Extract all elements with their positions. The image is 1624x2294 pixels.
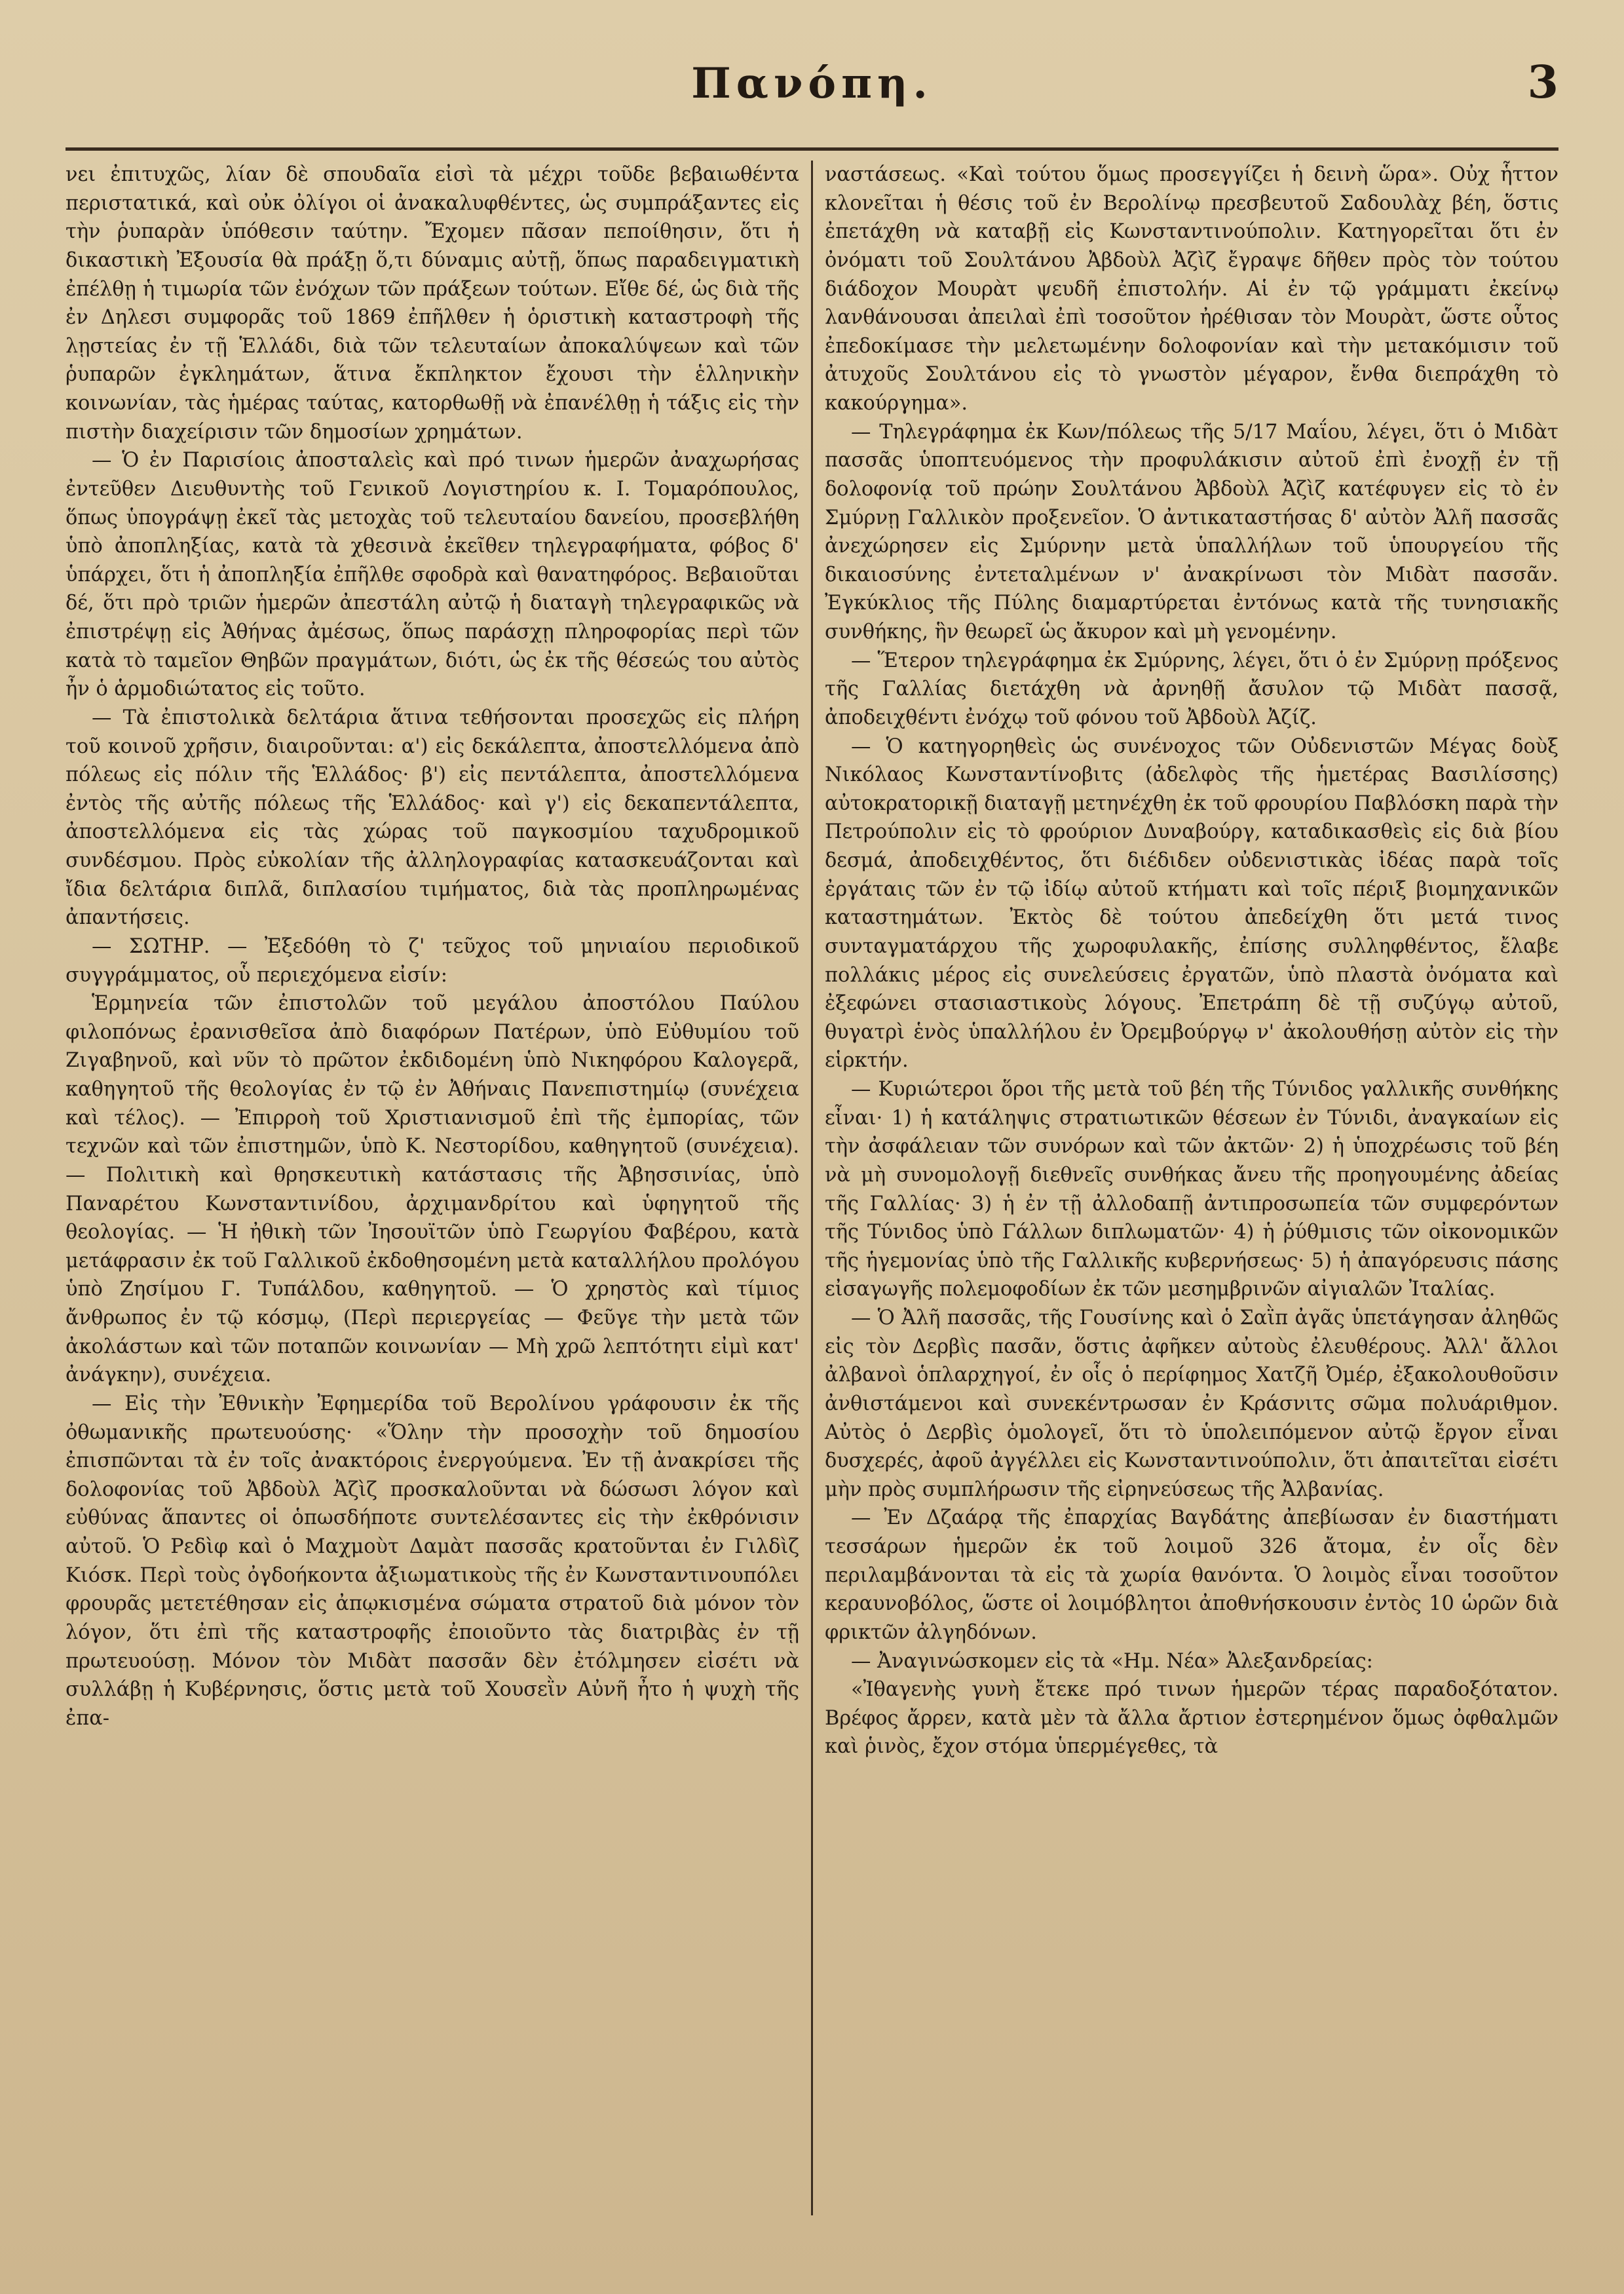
article-paragraph: «Ἰθαγενὴς γυνὴ ἔτεκε πρό τινων ἡμερῶν τέρας παραδοξότατον. Βρέφος ἄρρεν, κατὰ μὲν τὰ ἄλλα ἄρτιον ἐστερημένον ὅμως ὀφθαλμῶν καὶ ῥινὸς, ἔχον στόμα ὑπερμέγεθες, τὰ xyxy=(825,1678,1558,1759)
article-paragraph: Ἑρμηνεία τῶν ἐπιστολῶν τοῦ μεγάλου ἀποστόλου Παύλου φιλοπόνως ἐρανισθεῖσα ἀπὸ διαφόρων Πατέρων, ὑπὸ Εὐθυμίου τοῦ Ζιγαβηνοῦ, καὶ νῦν τὸ πρῶτον ἐκδιδομένη ὑπὸ Νικηφόρου Καλογερᾶ, καθηγητοῦ τῆς θεολογίας ἐν τῷ ἐν Ἀθήναις Πανεπιστημίῳ (συνέχεια καὶ τέλος). — Ἐπιρροὴ τοῦ Χριστιανισμοῦ ἐπὶ τῆς ἐμπορίας, τῶν τεχνῶν καὶ τῶν ἐπιστημῶν, ὑπὸ Κ. Νεστορίδου, καθηγητοῦ (συνέχεια). — Πολιτικὴ καὶ θρησκευτικὴ κατάστασις τῆς Ἀβησσινίας, ὑπὸ Παναρέτου Κωνσταντινίδου, ἀρχιμανδρίτου καὶ ὑφηγητοῦ τῆς θεολογίας. — Ἡ ἠθικὴ τῶν Ἰησουϊτῶν ὑπὸ Γεωργίου Φαβέρου, κατὰ μετάφρασιν ἐκ τοῦ Γαλλικοῦ ἐκδοθησομένη μετὰ καταλλήλου προλόγου ὑπὸ Ζησίμου Γ. Τυπάλδου, καθηγητοῦ. — Ὁ χρηστὸς καὶ τίμιος ἄνθρωπος ἐν τῷ κόσμῳ, (Περὶ περιεργείας — Φεῦγε τὴν μετὰ τῶν ἀκολάστων καὶ τῶν ποταπῶν κοινωνίαν — Μὴ χρῶ λεπτότητι εἰμὶ κατ' ἀνάγκην), συνέχεια. xyxy=(66,992,799,1387)
article-paragraph: — Ἕτερον τηλεγράφημα ἐκ Σμύρνης, λέγει, ὅτι ὁ ἐν Σμύρνῃ πρόξενος τῆς Γαλλίας διετάχθη νὰ ἀρνηθῇ ἄσυλον τῷ Μιδὰτ πασσᾷ, ἀποδειχθέντι ἐνόχῳ τοῦ φόνου τοῦ Ἀβδοὺλ Ἀζίζ. xyxy=(825,649,1558,729)
article-paragraph: — Τὰ ἐπιστολικὰ δελτάρια ἅτινα τεθήσονται προσεχῶς εἰς πλήρη τοῦ κοινοῦ χρῆσιν, διαιροῦνται: α') εἰς δεκάλεπτα, ἀποστελλόμενα ἀπὸ πόλεως εἰς πόλιν τῆς Ἑλλάδος· β') εἰς πεντάλεπτα, ἀποστελλόμενα ἐντὸς τῆς αὐτῆς πόλεως τῆς Ἑλλάδος· καὶ γ') εἰς δεκαπεντάλεπτα, ἀποστελλόμενα εἰς τὰς χώρας τοῦ παγκοσμίου ταχυδρομικοῦ συνδέσμου. Πρὸς εὐκολίαν τῆς ἀλληλογραφίας κατασκευάζονται καὶ ἴδια δελτάρια διπλᾶ, διπλασίου τιμήματος, διὰ τὰς προπληρωμένας ἀπαντήσεις. xyxy=(66,706,799,930)
newspaper-title: Πανόπη. xyxy=(691,59,933,108)
article-paragraph: νει ἐπιτυχῶς, λίαν δὲ σπουδαῖα εἰσὶ τὰ μέχρι τοῦδε βεβαιωθέντα περιστατικά, καὶ οὐκ ὀλίγοι οἱ ἀνακαλυφθέντες, ὡς συμπράξαντες εἰς τὴν ῥυπαρὰν ὑπόθεσιν ταύτην. Ἔχομεν πᾶσαν πεποίθησιν, ὅτι ἡ δικαστικὴ Ἐξουσία θὰ πράξῃ ὅ,τι δύναμις αὐτῇ, ὅπως παραδειγματικὴ ἐπέλθῃ ἡ τιμωρία τῶν ἐνόχων τῶν πράξεων τούτων. Εἴθε δέ, ὡς διὰ τῆς ἐν Δηλεσι συμφορᾶς τοῦ 1869 ἐπῆλθεν ἡ ὁριστικὴ καταστροφὴ τῆς λῃστείας ἐν τῇ Ἑλλάδι, διὰ τῶν τελευταίων ἀποκαλύψεων καὶ τῶν ῥυπαρῶν ἐγκλημάτων, ἅτινα ἔκπληκτον ἔχουσι τὴν ἑλληνικὴν κοινωνίαν, τὰς ἡμέρας ταύτας, κατορθωθῇ νὰ ἐπανέλθῃ ἡ τάξις εἰς τὴν πιστὴν διαχείρισιν τῶν δημοσίων χρημάτων. xyxy=(66,163,799,444)
article-paragraph: — Ὁ ἐν Παρισίοις ἀποσταλεὶς καὶ πρό τινων ἡμερῶν ἀναχωρήσας ἐντεῦθεν Διευθυντὴς τοῦ Γενικοῦ Λογιστηρίου κ. Ι. Τομαρόπουλος, ὅπως ὑπογράψῃ ἐκεῖ τὰς μετοχὰς τοῦ τελευταίου δανείου, προσεβλήθη ὑπὸ ἀποπληξίας, κατὰ τὰ χθεσινὰ ἐκεῖθεν τηλεγραφήματα, φόβος δ' ὑπάρχει, ὅτι ἡ ἀποπληξία ἐπῆλθε σφοδρὰ καὶ θανατηφόρος. Βεβαιοῦται δέ, ὅτι πρὸ τριῶν ἡμερῶν ἀπεστάλη αὐτῷ ἡ διαταγὴ τηλεγραφικῶς νὰ ἐπιστρέψῃ εἰς Ἀθήνας ἀμέσως, ὅπως παράσχῃ πληροφορίας περὶ τῶν κατὰ τὸ ταμεῖον Θηβῶν πραγμάτων, διότι, ὡς ἐκ τῆς θέσεώς του αὐτὸς ἦν ὁ ἁρμοδιώτατος εἰς τοῦτο. xyxy=(66,449,799,701)
article-columns xyxy=(66,161,1558,2215)
header-rule xyxy=(66,147,1558,151)
left-column xyxy=(66,161,813,2215)
article-paragraph: — Ὁ Ἀλῆ πασσᾶς, τῆς Γουσίνης καὶ ὁ Σαῒπ ἀγᾶς ὑπετάγησαν ἀληθῶς εἰς τὸν Δερβὶς πασᾶν, ὅστις ἀφῆκεν αὐτοὺς ἐλευθέρους. Ἀλλ' ἄλλοι ἀλβανοὶ ὁπλαρχηγοί, ἐν οἷς ὁ περίφημος Χατζῆ Ὀμέρ, ἐξακολουθοῦσιν ἀνθιστάμενοι καὶ συνεκέντρωσαν ἐν Κράσνιτς σῶμα πολυάριθμον. Αὐτὸς ὁ Δερβὶς ὁμολογεῖ, ὅτι τὸ ὑπολειπόμενον αὐτῷ ἔργον εἶναι δυσχερές, ἀφοῦ ἀγγέλλει εἰς Κωνσταντινούπολιν, ὅτι ἀπαιτεῖται εἰσέτι μὴν πρὸς συμπλήρωσιν τῆς εἰρηνεύσεως τῆς Ἀλβανίας. xyxy=(825,1307,1558,1501)
article-paragraph: — Εἰς τὴν Ἐθνικὴν Ἐφημερίδα τοῦ Βερολίνου γράφουσιν ἐκ τῆς ὀθωμανικῆς πρωτευούσης· «Ὅλην τὴν προσοχὴν τοῦ δημοσίου ἐπισπῶνται τὰ ἐν τοῖς ἀνακτόροις ἐνεργούμενα. Ἐν τῇ ἀνακρίσει τῆς δολοφονίας τοῦ Ἀβδοὺλ Ἀζὶζ προσκαλοῦνται νὰ δώσωσι λόγον καὶ εὐθύνας ἅπαντες οἱ ὁπωσδήποτε συντελέσαντες εἰς τὴν ἐκθρόνισιν αὐτοῦ. Ὁ Ρεδὶφ καὶ ὁ Μαχμοὺτ Δαμὰτ πασσᾶς κρατοῦνται ἐν Γιλδὶζ Κιόσκ. Περὶ τοὺς ὀγδοήκοντα ἀξιωματικοὺς τῆς ἐν Κωνσταντινουπόλει φρουρᾶς μετετέθησαν εἰς ἀπῳκισμένα σώματα στρατοῦ διὰ μόνον τὸν λόγον, ὅτι ἐπὶ τῆς καταστροφῆς ἐποιοῦντο τὰς διατριβὰς ἐν τῇ πρωτευούσῃ. Μόνον τὸν Μιδὰτ πασσᾶν δὲν ἐτόλμησεν εἰσέτι νὰ συλλάβῃ ἡ Κυβέρνησις, ὅστις μετὰ τοῦ Χουσεῒν Αὐνῆ ἦτο ἡ ψυχὴ τῆς ἐπα- xyxy=(66,1392,799,1730)
article-paragraph: — Ἀναγινώσκομεν εἰς τὰ «Ημ. Νέα» Ἀλεξανδρείας: xyxy=(851,1649,1373,1673)
masthead xyxy=(66,52,1558,131)
right-column xyxy=(813,161,1558,2215)
article-paragraph: — Ἐν Δζαάρᾳ τῆς ἐπαρχίας Βαγδάτης ἀπεβίωσαν ἐν διαστήματι τεσσάρων ἡμερῶν ἐκ τοῦ λοιμοῦ 326 ἄτομα, ἐν οἷς δὲν περιλαμβάνονται τὰ εἰς τὰ χωρία θανόντα. Ὁ λοιμὸς εἶναι τοσοῦτον κεραυνοβόλος, ὥστε οἱ λοιμόβλητοι ἀποθνήσκουσιν ἐντὸς 10 ὡρῶν διὰ φρικτῶν ἀλγηδόνων. xyxy=(825,1506,1558,1644)
article-paragraph: — Τηλεγράφημα ἐκ Κων/πόλεως τῆς 5/17 Μαΐου, λέγει, ὅτι ὁ Μιδὰτ πασσᾶς ὑποπτευόμενος τὴν προφυλάκισιν αὐτοῦ ἐπὶ ἐνοχῇ ἐν τῇ δολοφονίᾳ τοῦ πρώην Σουλτάνου Ἀβδοὺλ Ἀζὶζ κατέφυγεν εἰς τὸ ἐν Σμύρνῃ Γαλλικὸν προξενεῖον. Ὁ ἀντικαταστήσας δ' αὐτὸν Ἀλῆ πασσᾶς ἀνεχώρησεν εἰς Σμύρνην μετὰ ὑπαλλήλων τοῦ ὑπουργείου τῆς δικαιοσύνης ἐντεταλμένων ν' ἀνακρίνωσι τὸν Μιδὰτ πασσᾶν. Ἐγκύκλιος τῆς Πύλης διαμαρτύρεται ἐντόνως κατὰ τῆς τυνησιακῆς συνθήκης, ἣν θεωρεῖ ὡς ἄκυρον καὶ μὴ γενομένην. xyxy=(825,420,1558,643)
article-paragraph: ναστάσεως. «Καὶ τούτου ὅμως προσεγγίζει ἡ δεινὴ ὥρα». Οὐχ ἧττον κλονεῖται ἡ θέσις τοῦ ἐν Βερολίνῳ πρεσβευτοῦ Σαδουλὰχ βέη, ὅστις ἐπετάχθη νὰ καταβῇ εἰς Κωνσταντινούπολιν. Κατηγορεῖται ὅτι ἐν ὀνόματι τοῦ Σουλτάνου Ἀβδοὺλ Ἀζὶζ ἔγραψε δῆθεν πρὸς τὸν τούτου διάδοχον Μουρὰτ ψευδῆ ἐπιστολήν. Αἱ ἐν τῷ γράμματι ἐκείνῳ λανθάνουσαι ἀπειλαὶ ἐπὶ τοσοῦτον ἠρέθισαν τὸν Μουρὰτ, ὥστε οὗτος ἐπεδοκίμασε τὴν μελετωμένην δολοφονίαν καὶ τὴν μετακόμισιν τοῦ ἀτυχοῦς Σουλτάνου εἰς τὸ γνωστὸν μέγαρον, ἔνθα διεπράχθη τὸ κακούργημα». xyxy=(825,163,1558,415)
article-paragraph: — ΣΩΤΗΡ. — Ἐξεδόθη τὸ ζ' τεῦχος τοῦ μηνιαίου περιοδικοῦ συγγράμματος, οὗ περιεχόμενα εἰσίν: xyxy=(66,934,799,987)
article-paragraph: — Ὁ κατηγορηθεὶς ὡς συνένοχος τῶν Οὐδενιστῶν Μέγας δοὺξ Νικόλαος Κωνσταντίνοβιτς (ἀδελφὸς τῆς ἡμετέρας Βασιλίσσης) αὐτοκρατορικῇ διαταγῇ μετηνέχθη ἐκ τοῦ φρουρίου Παβλόσκη παρὰ τὴν Πετρούπολιν εἰς τὸ φρούριον Δυναβούργ, καταδικασθεὶς εἰς διὰ βίου δεσμά, ἀποδειχθέντος, ὅτι διέδιδεν οὐδενιστικὰς ἰδέας παρὰ τοῖς ἐργάταις τῶν ἐν τῷ ἰδίῳ αὐτοῦ κτήματι καὶ τοῖς πέριξ βιομηχανικῶν καταστημάτων. Ἐκτὸς δὲ τούτου ἀπεδείχθη ὅτι μετά τινος συνταγματάρχου τῆς χωροφυλακῆς, ἐπίσης συλληφθέντος, ἔλαβε πολλάκις μέρος εἰς συνελεύσεις ἐργατῶν, ὑπὸ πλαστὰ ὀνόματα καὶ ἐξεφώνει στασιαστικοὺς λόγους. Ἐπετράπη δὲ τῇ συζύγῳ αὐτοῦ, θυγατρὶ ἑνὸς ὑπαλλήλου ἐν Ὀρεμβούργῳ ν' ἀκολουθήσῃ αὐτὸν εἰς τὴν εἱρκτήν. xyxy=(825,735,1558,1073)
article-paragraph: — Κυριώτεροι ὅροι τῆς μετὰ τοῦ βέη τῆς Τύνιδος γαλλικῆς συνθήκης εἶναι· 1) ἡ κατάληψις στρατιωτικῶν θέσεων ἐν Τύνιδι, ἀναγκαίων εἰς τὴν ἀσφάλειαν τῶν συνόρων καὶ τῶν ἀκτῶν· 2) ἡ ὑποχρέωσις τοῦ βέη νὰ μὴ συνομολογῇ διεθνεῖς συνθήκας ἄνευ τῆς προηγουμένης ἀδείας τῆς Γαλλίας· 3) ἡ ἐν τῇ ἀλλοδαπῇ ἀντιπροσωπεία τῶν συμφερόντων τῆς Τύνιδος ὑπὸ Γάλλων διπλωματῶν· 4) ἡ ῥύθμισις τῶν οἰκονομικῶν τῆς ἡγεμονίας ὑπὸ τῆς Γαλλικῆς κυβερνήσεως· 5) ἡ ἀπαγόρευσις πάσης εἰσαγωγῆς πολεμοφοδίων ἐκ τῶν μεσημβρινῶν αἰγιαλῶν Ἰταλίας. xyxy=(825,1078,1558,1301)
page-number: 3 xyxy=(1527,56,1558,109)
